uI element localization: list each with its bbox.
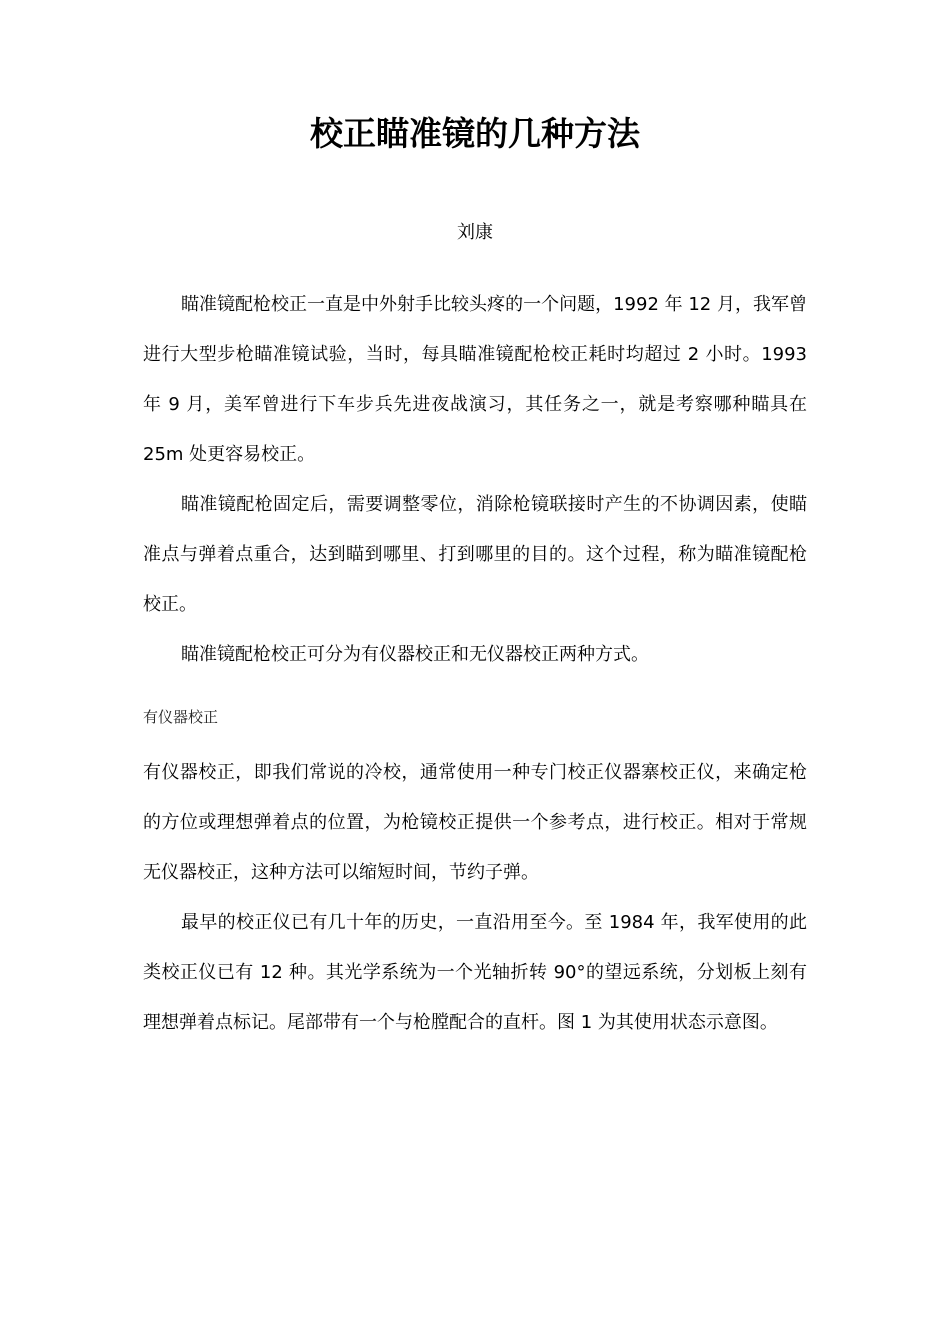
document-title: 校正瞄准镜的几种方法 (310, 114, 640, 153)
paragraph-4: 有仪器校正，即我们常说的冷校，通常使用一种专门校正仪器寨校正仪，来确定枪的方位或理想弹着点的位置，为枪镜校正提供一个参考点，进行校正。相对于常规无仪器校正，这种方法可以缩短时间，节约子弹。 (143, 762, 807, 883)
paragraph-2: 瞄准镜配枪固定后，需要调整零位，消除枪镜联接时产生的不协调因素，使瞄准点与弹着点重合，达到瞄到哪里、打到哪里的目的。这个过程，称为瞄准镜配枪校正。 (143, 494, 807, 615)
author-name: 刘康 (457, 222, 493, 243)
section-heading: 有仪器校正 (143, 708, 219, 726)
paragraph-3: 瞄准镜配枪校正可分为有仪器校正和无仪器校正两种方式。 (181, 644, 649, 665)
paragraph-1: 瞄准镜配枪校正一直是中外射手比较头疼的一个问题，1992 年 12 月，我军曾进行大型步枪瞄准镜试验，当时，每具瞄准镜配枪校正耗时均超过 2 小时。1993 年 9 月，美军曾进行下车步兵先进夜战演习，其任务之一，就是考察哪种瞄具在 25m 处更容易校正。 (143, 294, 807, 465)
paragraph-5: 最早的校正仪已有几十年的历史，一直沿用至今。至 1984 年，我军使用的此类校正仪已有 12 种。其光学系统为一个光轴折转 90°的望远系统，分划板上刻有理想弹着点标记。尾部带有一个与枪膛配合的直杆。图 1 为其使用状态示意图。 (143, 912, 807, 1033)
